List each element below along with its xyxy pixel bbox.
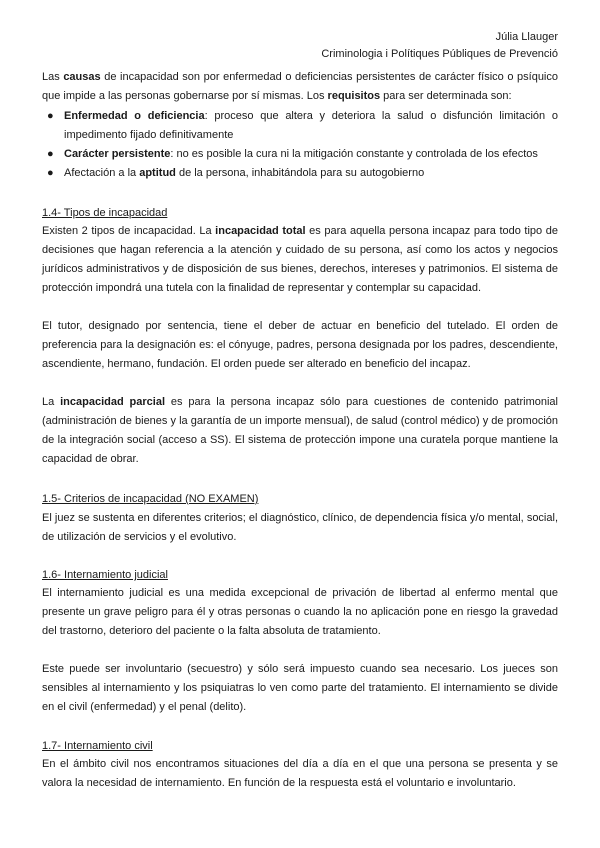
requisites-list xyxy=(42,107,558,183)
paragraph-incapacidad-parcial: La incapacidad parcial es para la persona incapaz sólo para cuestiones de contenido patrimonial (administración de bienes y la garantía de un importe mensual), de salud (control médico) y de promoción de la integración social (acceso a SS). El sistema de protección impone una curatela porque mantiene la capacidad de obrar. xyxy=(42,396,558,465)
paragraph-tutor: El tutor, designado por sentencia, tiene el deber de actuar en beneficio del tutelado. El orden de preferencia para la designación es: el cónyuge, padres, persona designada por los padres, descendiente, ascendiente, hermano, fundación. El orden puede ser alterado en beneficio del incapaz. xyxy=(42,320,558,370)
paragraph-internamiento-judicial: El internamiento judicial es una medida excepcional de privación de libertad al enfermo mental que presente un grave peligro para él y otras personas o cuando la no aplicación pone en riesgo la gravedad del trastorno, deterioro del paciente o la falta absoluta de tratamiento. xyxy=(42,587,558,637)
list-item: ● Afectación a la aptitud de la persona, inhabitándola para su autogobierno xyxy=(42,164,558,183)
header-author: Júlia Llauger xyxy=(495,31,558,43)
section-heading-1-4: 1.4- Tipos de incapacidad xyxy=(42,207,168,219)
paragraph-criterios: El juez se sustenta en diferentes criterios; el diagnóstico, clínico, de dependencia física y/o mental, social, de utilización de servicios y el evolutivo. xyxy=(42,512,558,543)
paragraph-incapacidad-total: Existen 2 tipos de incapacidad. La incapacidad total es para aquella persona incapaz para todo tipo de decisiones que hagan referencia a la atención y cuidado de su persona, así como los actos y negocios jurídicos administrativos y de disposición de sus bienes, derechos, intereses y patrimonios. El sistema de protección impondrá una tutela con la finalidad de representar y contemplar su capacidad. xyxy=(42,225,558,294)
paragraph-internamiento-civil: En el ámbito civil nos encontramos situaciones del día a día en el que una persona se presenta y se valora la necesidad de internamiento. En función de la respuesta está el voluntario e involuntario. xyxy=(42,758,558,789)
intro-paragraph: Las causas de incapacidad son por enfermedad o deficiencias persistentes de carácter físico o psíquico que impide a las personas gobernarse por sí mismas. Los requisitos para ser determinada son: xyxy=(42,71,558,102)
list-item: ● Carácter persistente: no es posible la cura ni la mitigación constante y controlada de los efectos xyxy=(42,145,558,164)
section-heading-1-7: 1.7- Internamiento civil xyxy=(42,740,153,752)
paragraph-involuntario: Este puede ser involuntario (secuestro) y sólo será impuesto cuando sea necesario. Los jueces son sensibles al internamiento y los psiquiatras lo ven como parte del tratamiento. El internamiento se divide en el civil (enfermedad) y el penal (delito). xyxy=(42,663,558,713)
bullet-icon: ● xyxy=(47,110,54,122)
list-item: ● Enfermedad o deficiencia: proceso que altera y deteriora la salud o disfunción limitación o impedimento fijado definitivamente xyxy=(42,107,558,145)
bullet-icon: ● xyxy=(47,167,54,179)
bullet-icon: ● xyxy=(47,148,54,160)
section-heading-1-6: 1.6- Internamiento judicial xyxy=(42,569,168,581)
header-course: Criminologia i Polítiques Públiques de Prevenció xyxy=(321,48,558,60)
section-heading-1-5: 1.5- Criterios de incapacidad (NO EXAMEN) xyxy=(42,493,259,505)
